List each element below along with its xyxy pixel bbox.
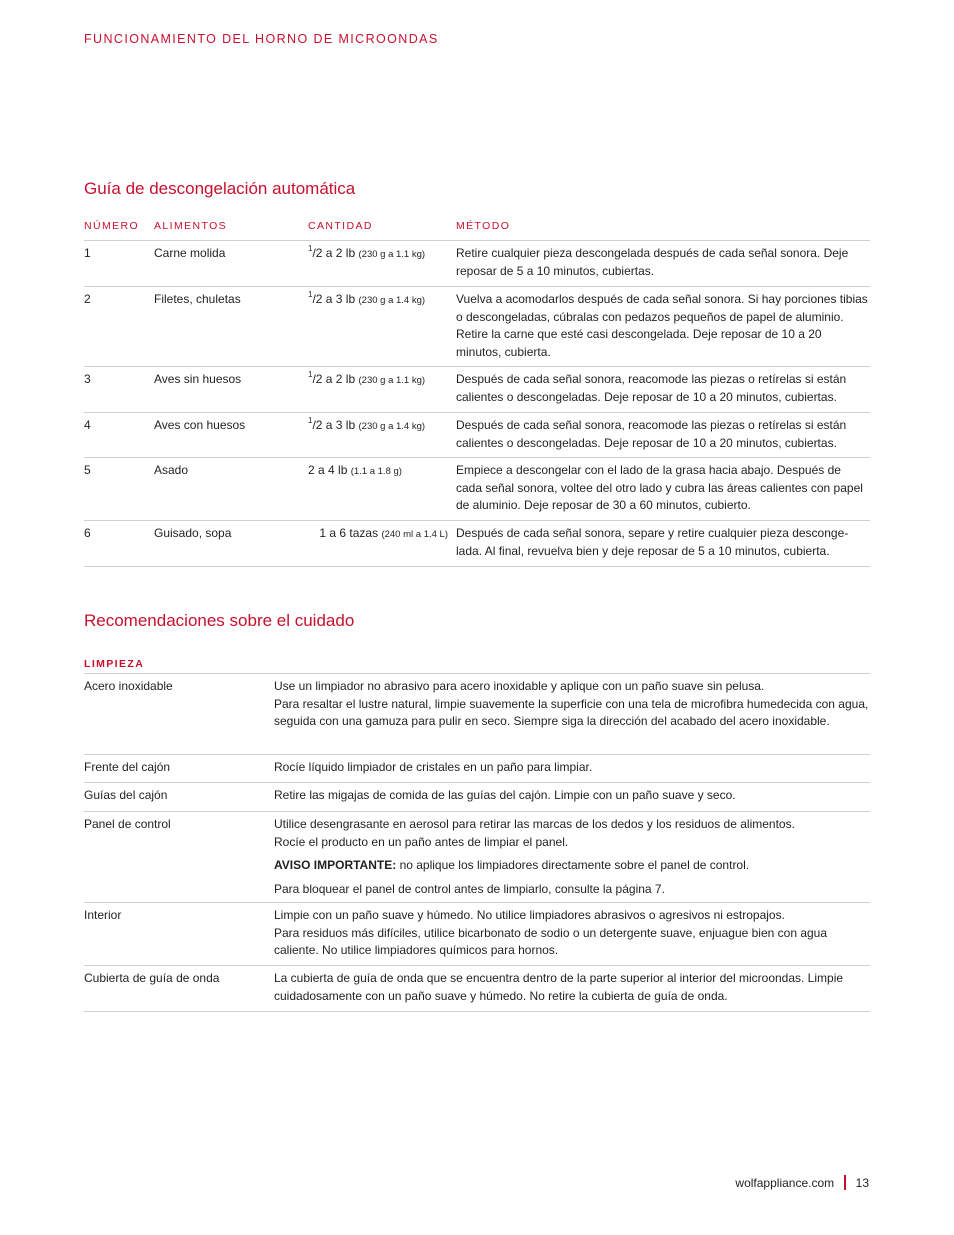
row-label: Interior <box>84 908 122 922</box>
row-quantity <box>308 525 456 566</box>
row-text <box>274 759 870 782</box>
row-food: Guisado, sopa <box>154 526 232 540</box>
defrost-table-header <box>84 220 870 241</box>
row-text <box>274 787 870 811</box>
row-food: Carne molida <box>154 246 226 260</box>
row-quantity <box>308 245 456 286</box>
qty-main: /2 a 2 lb <box>312 246 356 260</box>
row-text <box>274 907 870 965</box>
col-header-quantity: CANTIDAD <box>308 220 373 232</box>
notice-label: AVISO IMPORTANTE: <box>274 858 397 872</box>
row-quantity <box>308 371 456 412</box>
table-row <box>84 903 870 966</box>
qty-fraction: 1 <box>308 370 313 379</box>
qty-main: 1 a 6 tazas <box>319 526 379 540</box>
footer-website-link[interactable]: wolfappliance.com <box>735 1175 835 1190</box>
defrost-guide-title: Guía de descongelación automática <box>84 179 356 198</box>
row-food: Filetes, chuletas <box>154 292 241 306</box>
qty-metric: (230 g a 1.1 kg) <box>358 249 426 260</box>
table-row <box>84 812 870 903</box>
table-row <box>84 521 870 567</box>
footer-divider <box>844 1175 846 1190</box>
notice-text: no aplique los limpiadores directamente sobre el panel de control. <box>396 858 750 872</box>
row-number: 2 <box>84 292 91 306</box>
care-recommendations-title: Recomendaciones sobre el cuidado <box>84 611 355 630</box>
qty-fraction: 1 <box>308 290 313 299</box>
row-number: 4 <box>84 418 91 432</box>
cleaning-table <box>84 654 870 1012</box>
table-row <box>84 287 870 367</box>
paragraph: Para bloquear el panel de control antes de limpiarlo, consulte la página 7. <box>274 881 665 896</box>
row-method: Después de cada señal sonora, reacomode las piezas o retírelas si están calientes o descongeladas. Deje reposar de 10 a 20 minutos, cubiertas. <box>456 418 847 450</box>
row-number: 1 <box>84 246 91 260</box>
qty-metric: (230 g a 1.4 kg) <box>358 295 426 306</box>
qty-metric: (240 ml a 1.4 L) <box>381 529 448 540</box>
table-row <box>84 458 870 521</box>
cleaning-subheading-label: LIMPIEZA <box>84 658 145 670</box>
row-food: Aves con huesos <box>154 418 246 432</box>
table-row <box>84 783 870 812</box>
qty-fraction: 1 <box>308 244 313 253</box>
row-food: Aves sin huesos <box>154 372 242 386</box>
page-footer <box>735 1175 869 1190</box>
table-row <box>84 367 870 413</box>
row-method: Después de cada señal sonora, reacomode las piezas o retírelas si están calientes o descongeladas. Deje reposar de 10 a 20 minutos, cubiertas. <box>456 372 847 404</box>
row-method: Retire cualquier pieza descongelada después de cada señal sonora. Deje reposar de 5 a 10 minutos, cubiertas. <box>456 246 849 278</box>
table-row <box>84 674 870 755</box>
row-label: Frente del cajón <box>84 760 171 774</box>
row-number: 5 <box>84 463 91 477</box>
qty-metric: (230 g a 1.4 kg) <box>358 421 426 432</box>
paragraph: Rocíe el producto en un paño antes de limpiar el panel. <box>274 834 569 849</box>
paragraph: Para resaltar el lustre natural, limpie suavemente la superficie con una tela de microfibra humedecida con agua, seguida con una gamuza para pulir en seco. Siempre siga la dirección del acabado del acero inoxidable. <box>274 696 869 728</box>
qty-main: /2 a 3 lb <box>312 292 356 306</box>
row-text <box>274 816 870 902</box>
qty-metric: (1.1 a 1.8 g) <box>350 466 402 477</box>
row-label: Panel de control <box>84 817 171 831</box>
running-header: FUNCIONAMIENTO DEL HORNO DE MICROONDAS <box>84 32 439 46</box>
paragraph: La cubierta de guía de onda que se encuentra dentro de la parte superior al interior del microondas. Limpie cuidadosamente con un paño suave y húmedo. No retire la cubierta de guía de onda. <box>274 971 844 1003</box>
row-method: Empiece a descongelar con el lado de la grasa hacia abajo. Después de cada señal sonora, voltee del otro lado y cubra las áreas calientes con papel de aluminio. Deje reposar de 30 a 60 minutos, cubierto. <box>456 463 863 512</box>
defrost-table <box>84 220 870 567</box>
qty-main: /2 a 3 lb <box>312 418 356 432</box>
row-method: Después de cada señal sonora, separe y retire cualquier pieza desconge-lada. Al final, revuelva bien y deje reposar de 5 a 10 minutos, cubierta. <box>456 526 849 558</box>
paragraph: Limpie con un paño suave y húmedo. No utilice limpiadores abrasivos o agresivos ni estropajos. <box>274 908 785 922</box>
row-text <box>274 970 870 1011</box>
qty-main: /2 a 2 lb <box>312 372 356 386</box>
table-row <box>84 241 870 287</box>
row-quantity <box>308 417 456 457</box>
row-number: 6 <box>84 526 91 540</box>
paragraph: Rocíe líquido limpiador de cristales en un paño para limpiar. <box>274 760 593 774</box>
row-label: Cubierta de guía de onda <box>84 971 220 985</box>
qty-metric: (230 g a 1.1 kg) <box>358 375 426 386</box>
paragraph: Para residuos más difíciles, utilice bicarbonato de sodio o un detergente suave, enjuague bien con agua caliente. No utilice limpiadores químicos para hornos. <box>274 925 828 957</box>
important-notice <box>274 857 870 875</box>
col-header-number: NÚMERO <box>84 220 140 232</box>
table-row <box>84 413 870 458</box>
qty-fraction: 1 <box>308 416 313 425</box>
col-header-method: MÉTODO <box>456 220 511 232</box>
row-label: Guías del cajón <box>84 788 168 802</box>
table-row <box>84 966 870 1012</box>
qty-main: 2 a 4 lb <box>308 463 348 477</box>
table-row <box>84 755 870 783</box>
row-number: 3 <box>84 372 91 386</box>
row-label: Acero inoxidable <box>84 679 173 693</box>
row-quantity <box>308 291 456 366</box>
row-method: Vuelva a acomodarlos después de cada señal sonora. Si hay porciones tibias o descongeladas, cúbralas con pedazos pequeños de papel de aluminio. Retire la carne que esté casi descongelada. Deje reposar de 10 a 20 minutos, cubierta. <box>456 292 868 359</box>
row-text <box>274 678 870 754</box>
col-header-food: ALIMENTOS <box>154 220 228 232</box>
cleaning-subheading <box>84 654 870 674</box>
page-number: 13 <box>855 1175 869 1190</box>
paragraph: Retire las migajas de comida de las guías del cajón. Limpie con un paño suave y seco. <box>274 788 736 802</box>
row-food: Asado <box>154 463 189 477</box>
paragraph: Use un limpiador no abrasivo para acero inoxidable y aplique con un paño suave sin pelusa. <box>274 679 765 693</box>
row-quantity <box>308 462 456 520</box>
paragraph: Utilice desengrasante en aerosol para retirar las marcas de los dedos y los residuos de alimentos. <box>274 817 795 831</box>
